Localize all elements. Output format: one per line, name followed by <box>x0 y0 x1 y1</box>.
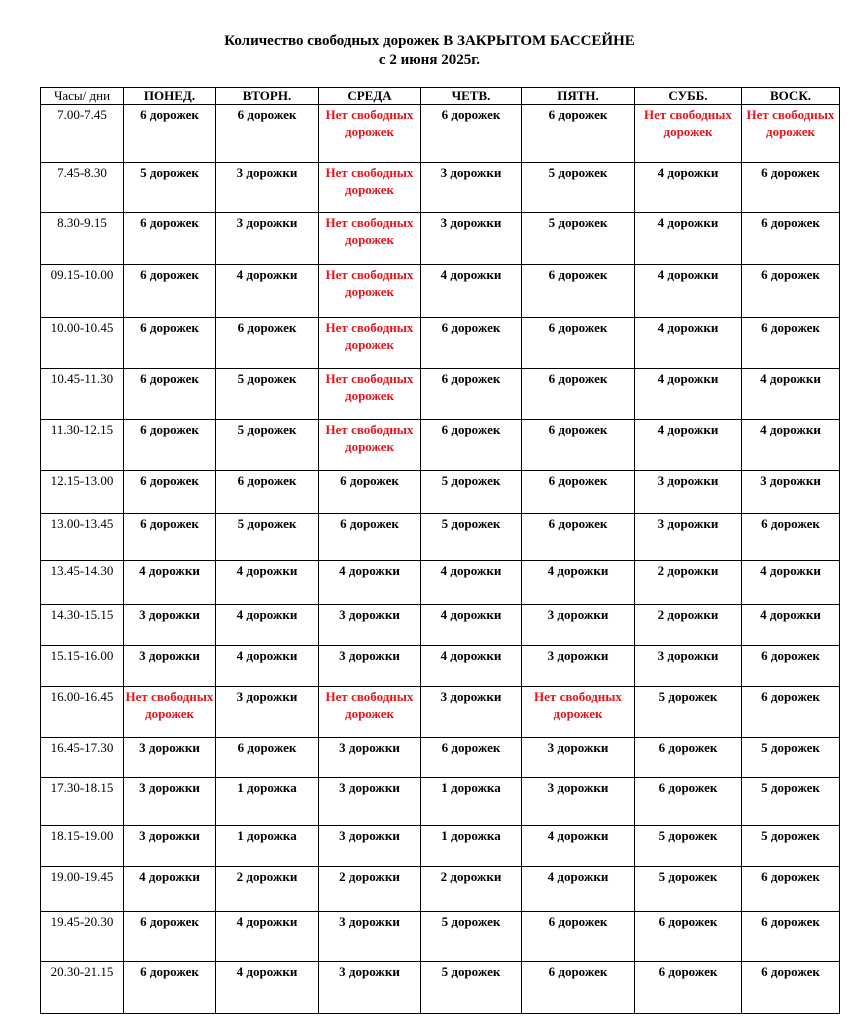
lanes-cell: 4 дорожки <box>635 163 742 213</box>
table-row <box>41 213 840 265</box>
no-lanes-cell: Нет свободных дорожек <box>319 687 421 738</box>
lanes-cell: 3 дорожки <box>216 687 319 738</box>
lanes-cell: 6 дорожек <box>421 318 522 369</box>
lanes-cell: 6 дорожек <box>742 163 840 213</box>
page-title <box>0 32 859 70</box>
table-row <box>41 605 840 646</box>
no-lanes-cell: Нет свободных дорожек <box>319 213 421 265</box>
lanes-cell: 3 дорожки <box>124 778 216 826</box>
lanes-cell: 2 дорожки <box>635 561 742 605</box>
lanes-cell: 3 дорожки <box>421 213 522 265</box>
lanes-cell: 4 дорожки <box>216 605 319 646</box>
header-hours: Часы/ дни <box>41 88 124 105</box>
table-row <box>41 867 840 912</box>
lanes-cell: 6 дорожек <box>522 420 635 471</box>
lanes-cell: 6 дорожек <box>522 514 635 561</box>
lanes-cell: 6 дорожек <box>421 369 522 420</box>
header-monday: ПОНЕД. <box>124 88 216 105</box>
lanes-cell: 3 дорожки <box>319 962 421 1014</box>
lanes-cell: 3 дорожки <box>319 912 421 962</box>
lanes-cell: 5 дорожек <box>635 826 742 867</box>
lanes-cell: 6 дорожек <box>742 687 840 738</box>
lanes-cell: 6 дорожек <box>522 369 635 420</box>
lanes-cell: 4 дорожки <box>319 561 421 605</box>
table-row <box>41 369 840 420</box>
lanes-cell: 6 дорожек <box>742 514 840 561</box>
time-slot-cell: 10.45-11.30 <box>41 369 124 420</box>
lanes-cell: 3 дорожки <box>124 646 216 687</box>
header-saturday: СУББ. <box>635 88 742 105</box>
lanes-cell: 5 дорожек <box>742 826 840 867</box>
lanes-cell: 5 дорожек <box>421 912 522 962</box>
lanes-cell: 3 дорожки <box>522 778 635 826</box>
lanes-cell: 6 дорожек <box>421 738 522 778</box>
title-line-2: с 2 июня 2025г. <box>378 52 481 68</box>
lanes-cell: 3 дорожки <box>216 163 319 213</box>
lanes-cell: 5 дорожек <box>216 420 319 471</box>
header-thursday: ЧЕТВ. <box>421 88 522 105</box>
lanes-cell: 5 дорожек <box>742 738 840 778</box>
lanes-cell: 6 дорожек <box>421 420 522 471</box>
time-slot-cell: 15.15-16.00 <box>41 646 124 687</box>
title-line-1: Количество свободных дорожек В ЗАКРЫТОМ БАССЕЙНЕ <box>224 33 635 49</box>
lanes-cell: 6 дорожек <box>124 471 216 514</box>
lanes-cell: 5 дорожек <box>216 369 319 420</box>
table-row <box>41 420 840 471</box>
table-row <box>41 962 840 1014</box>
lanes-cell: 3 дорожки <box>319 826 421 867</box>
lanes-cell: 4 дорожки <box>421 265 522 318</box>
lanes-cell: 5 дорожек <box>421 514 522 561</box>
lanes-cell: 5 дорожек <box>635 687 742 738</box>
table-row <box>41 646 840 687</box>
lanes-cell: 5 дорожек <box>522 163 635 213</box>
no-lanes-cell: Нет свободных дорожек <box>742 105 840 163</box>
lanes-cell: 6 дорожек <box>522 912 635 962</box>
lanes-cell: 3 дорожки <box>522 738 635 778</box>
time-slot-cell: 10.00-10.45 <box>41 318 124 369</box>
lanes-cell: 6 дорожек <box>216 318 319 369</box>
lanes-cell: 4 дорожки <box>216 561 319 605</box>
lanes-cell: 4 дорожки <box>522 867 635 912</box>
no-lanes-cell: Нет свободных дорожек <box>319 318 421 369</box>
lanes-cell: 3 дорожки <box>742 471 840 514</box>
lanes-cell: 3 дорожки <box>124 826 216 867</box>
lanes-cell: 4 дорожки <box>124 867 216 912</box>
lanes-cell: 6 дорожек <box>124 420 216 471</box>
time-slot-cell: 19.45-20.30 <box>41 912 124 962</box>
lanes-cell: 4 дорожки <box>742 605 840 646</box>
lanes-cell: 3 дорожки <box>319 778 421 826</box>
lanes-cell: 4 дорожки <box>421 646 522 687</box>
table-row <box>41 778 840 826</box>
time-slot-cell: 7.45-8.30 <box>41 163 124 213</box>
time-slot-cell: 18.15-19.00 <box>41 826 124 867</box>
table-row <box>41 265 840 318</box>
no-lanes-cell: Нет свободных дорожек <box>522 687 635 738</box>
header-friday: ПЯТН. <box>522 88 635 105</box>
lanes-cell: 1 дорожка <box>421 826 522 867</box>
time-slot-cell: 8.30-9.15 <box>41 213 124 265</box>
table-row <box>41 105 840 163</box>
lanes-cell: 4 дорожки <box>635 318 742 369</box>
lanes-cell: 6 дорожек <box>742 646 840 687</box>
lanes-cell: 6 дорожек <box>522 318 635 369</box>
time-slot-cell: 19.00-19.45 <box>41 867 124 912</box>
schedule-body <box>41 105 840 1014</box>
lanes-cell: 6 дорожек <box>635 778 742 826</box>
lanes-cell: 2 дорожки <box>216 867 319 912</box>
lanes-cell: 5 дорожек <box>742 778 840 826</box>
lanes-cell: 6 дорожек <box>522 105 635 163</box>
time-slot-cell: 16.00-16.45 <box>41 687 124 738</box>
lanes-cell: 3 дорожки <box>319 646 421 687</box>
lanes-cell: 3 дорожки <box>421 163 522 213</box>
lanes-cell: 4 дорожки <box>635 420 742 471</box>
lanes-cell: 5 дорожек <box>421 962 522 1014</box>
lanes-cell: 1 дорожка <box>216 778 319 826</box>
lanes-cell: 6 дорожек <box>124 318 216 369</box>
table-row <box>41 163 840 213</box>
table-row <box>41 471 840 514</box>
lanes-cell: 3 дорожки <box>124 605 216 646</box>
lanes-cell: 6 дорожек <box>742 213 840 265</box>
lanes-cell: 4 дорожки <box>522 826 635 867</box>
lanes-cell: 3 дорожки <box>124 738 216 778</box>
lanes-cell: 6 дорожек <box>635 738 742 778</box>
lanes-cell: 3 дорожки <box>216 213 319 265</box>
lanes-cell: 5 дорожек <box>635 867 742 912</box>
lanes-cell: 4 дорожки <box>216 265 319 318</box>
lanes-cell: 6 дорожек <box>522 471 635 514</box>
time-slot-cell: 17.30-18.15 <box>41 778 124 826</box>
lanes-cell: 4 дорожки <box>635 213 742 265</box>
header-tuesday: ВТОРН. <box>216 88 319 105</box>
lanes-cell: 6 дорожек <box>742 867 840 912</box>
time-slot-cell: 13.00-13.45 <box>41 514 124 561</box>
schedule-table <box>40 87 840 1014</box>
time-slot-cell: 13.45-14.30 <box>41 561 124 605</box>
lanes-cell: 6 дорожек <box>124 105 216 163</box>
lanes-cell: 6 дорожек <box>124 213 216 265</box>
lanes-cell: 4 дорожки <box>124 561 216 605</box>
no-lanes-cell: Нет свободных дорожек <box>319 163 421 213</box>
table-row <box>41 912 840 962</box>
lanes-cell: 6 дорожек <box>124 962 216 1014</box>
lanes-cell: 6 дорожек <box>522 265 635 318</box>
lanes-cell: 3 дорожки <box>319 738 421 778</box>
lanes-cell: 2 дорожки <box>635 605 742 646</box>
lanes-cell: 6 дорожек <box>742 962 840 1014</box>
lanes-cell: 6 дорожек <box>421 105 522 163</box>
lanes-cell: 4 дорожки <box>216 962 319 1014</box>
lanes-cell: 6 дорожек <box>635 912 742 962</box>
time-slot-cell: 11.30-12.15 <box>41 420 124 471</box>
time-slot-cell: 16.45-17.30 <box>41 738 124 778</box>
time-slot-cell: 20.30-21.15 <box>41 962 124 1014</box>
table-row <box>41 514 840 561</box>
lanes-cell: 1 дорожка <box>421 778 522 826</box>
lanes-cell: 4 дорожки <box>216 646 319 687</box>
table-row <box>41 687 840 738</box>
lanes-cell: 4 дорожки <box>216 912 319 962</box>
lanes-cell: 4 дорожки <box>635 369 742 420</box>
no-lanes-cell: Нет свободных дорожек <box>319 420 421 471</box>
lanes-cell: 4 дорожки <box>522 561 635 605</box>
time-slot-cell: 7.00-7.45 <box>41 105 124 163</box>
lanes-cell: 6 дорожек <box>124 514 216 561</box>
header-sunday: ВОСК. <box>742 88 840 105</box>
lanes-cell: 2 дорожки <box>319 867 421 912</box>
no-lanes-cell: Нет свободных дорожек <box>319 105 421 163</box>
no-lanes-cell: Нет свободных дорожек <box>635 105 742 163</box>
table-row <box>41 738 840 778</box>
lanes-cell: 6 дорожек <box>124 912 216 962</box>
lanes-cell: 3 дорожки <box>319 605 421 646</box>
lanes-cell: 4 дорожки <box>635 265 742 318</box>
time-slot-cell: 12.15-13.00 <box>41 471 124 514</box>
lanes-cell: 1 дорожка <box>216 826 319 867</box>
lanes-cell: 6 дорожек <box>319 471 421 514</box>
lanes-cell: 6 дорожек <box>635 962 742 1014</box>
lanes-cell: 6 дорожек <box>124 369 216 420</box>
schedule-table-container <box>40 87 840 1014</box>
lanes-cell: 5 дорожек <box>124 163 216 213</box>
lanes-cell: 5 дорожек <box>216 514 319 561</box>
lanes-cell: 6 дорожек <box>216 105 319 163</box>
lanes-cell: 4 дорожки <box>421 605 522 646</box>
table-row <box>41 826 840 867</box>
lanes-cell: 3 дорожки <box>635 471 742 514</box>
lanes-cell: 3 дорожки <box>522 605 635 646</box>
lanes-cell: 3 дорожки <box>522 646 635 687</box>
time-slot-cell: 14.30-15.15 <box>41 605 124 646</box>
lanes-cell: 4 дорожки <box>742 561 840 605</box>
lanes-cell: 3 дорожки <box>635 646 742 687</box>
no-lanes-cell: Нет свободных дорожек <box>124 687 216 738</box>
lanes-cell: 2 дорожки <box>421 867 522 912</box>
lanes-cell: 5 дорожек <box>421 471 522 514</box>
table-row <box>41 561 840 605</box>
header-wednesday: СРЕДА <box>319 88 421 105</box>
lanes-cell: 6 дорожек <box>124 265 216 318</box>
header-row <box>41 88 840 105</box>
lanes-cell: 6 дорожек <box>319 514 421 561</box>
lanes-cell: 6 дорожек <box>522 962 635 1014</box>
lanes-cell: 6 дорожек <box>216 738 319 778</box>
lanes-cell: 3 дорожки <box>635 514 742 561</box>
lanes-cell: 6 дорожек <box>742 912 840 962</box>
lanes-cell: 4 дорожки <box>421 561 522 605</box>
lanes-cell: 6 дорожек <box>742 265 840 318</box>
lanes-cell: 4 дорожки <box>742 369 840 420</box>
lanes-cell: 6 дорожек <box>742 318 840 369</box>
time-slot-cell: 09.15-10.00 <box>41 265 124 318</box>
no-lanes-cell: Нет свободных дорожек <box>319 369 421 420</box>
lanes-cell: 6 дорожек <box>216 471 319 514</box>
lanes-cell: 5 дорожек <box>522 213 635 265</box>
no-lanes-cell: Нет свободных дорожек <box>319 265 421 318</box>
table-row <box>41 318 840 369</box>
lanes-cell: 3 дорожки <box>421 687 522 738</box>
lanes-cell: 4 дорожки <box>742 420 840 471</box>
